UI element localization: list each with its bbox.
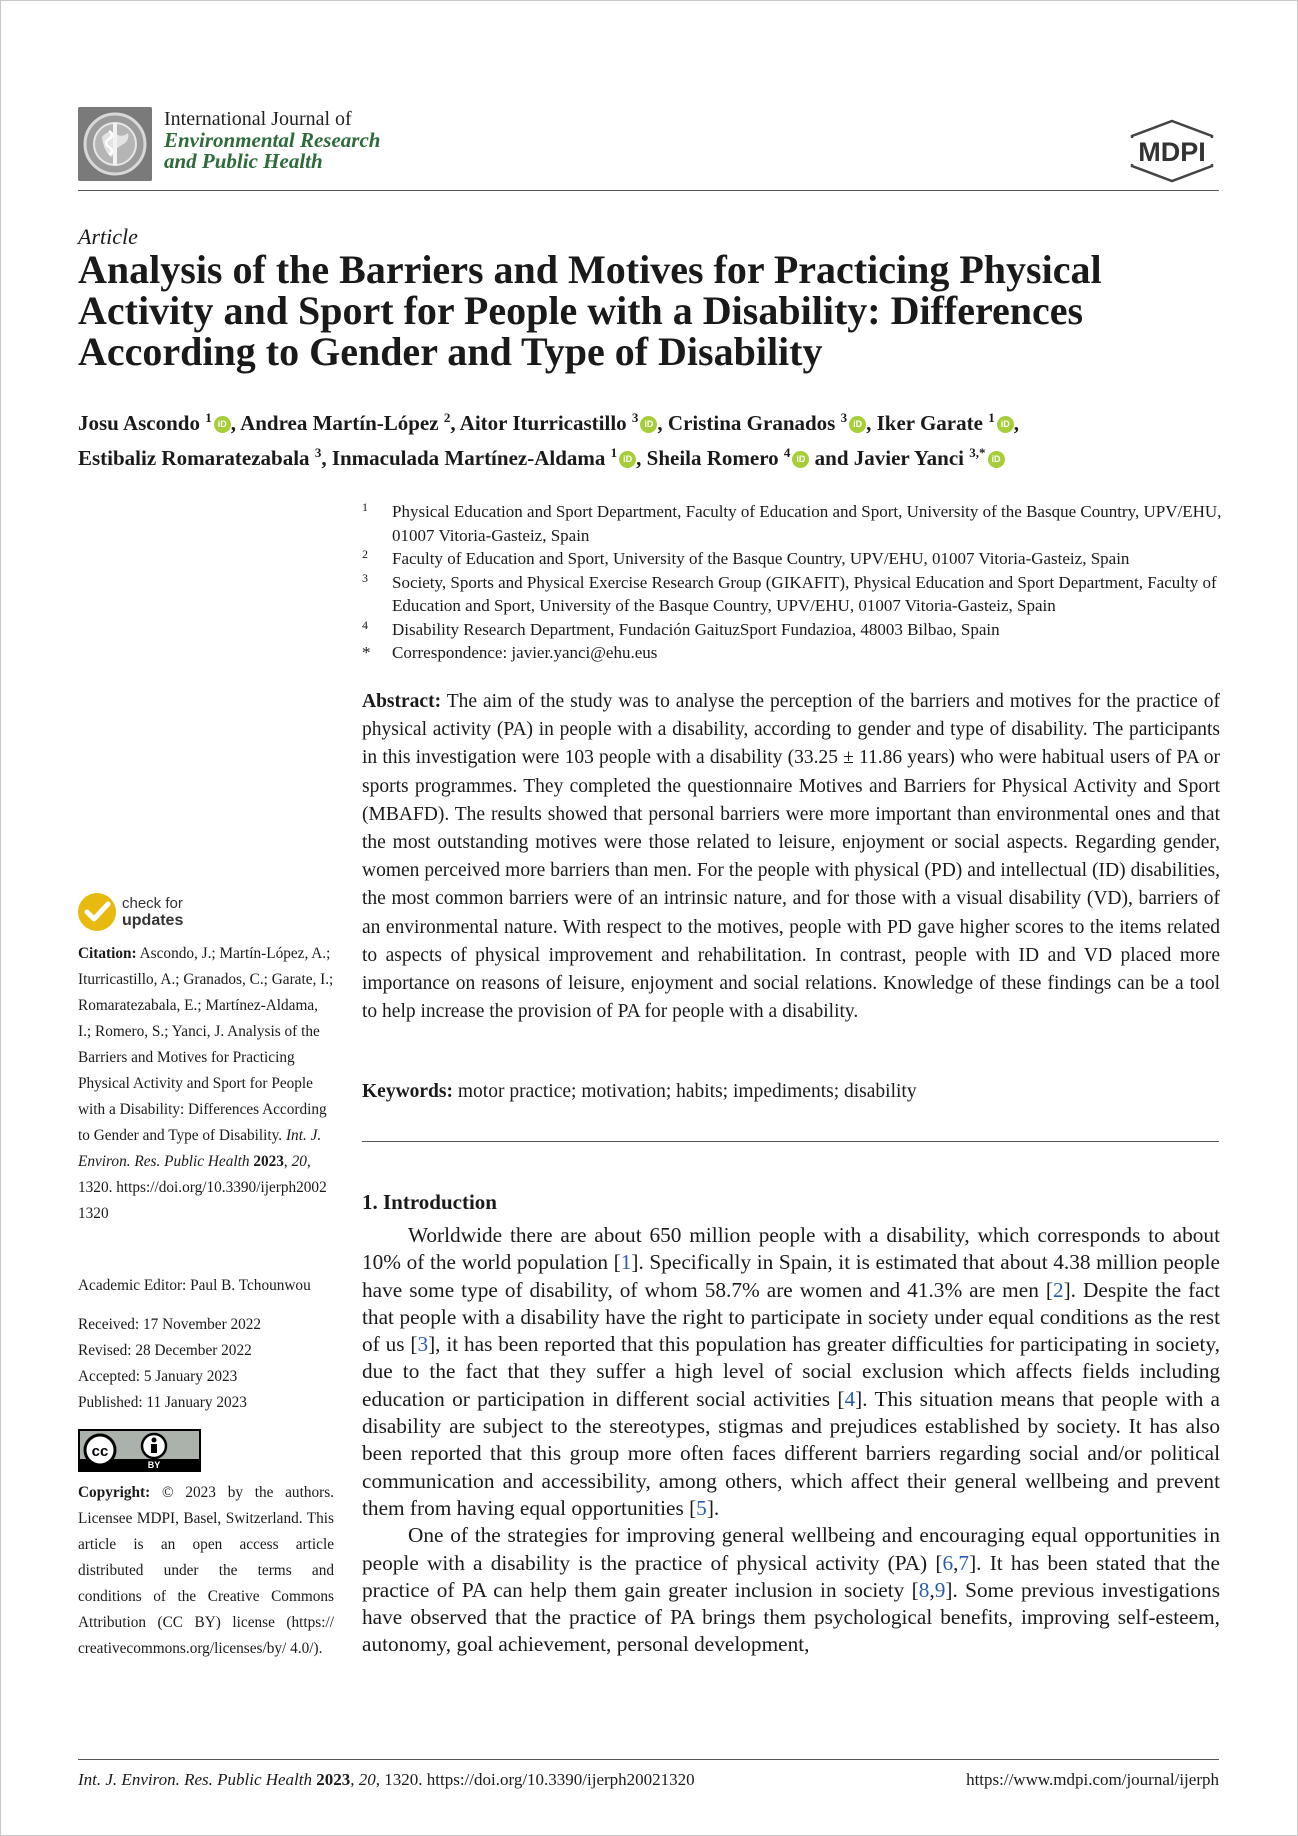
author-separator: , — [450, 411, 460, 435]
affiliation-item — [362, 618, 1222, 642]
footer-divider — [78, 1759, 1219, 1760]
intro-paragraph-1 — [362, 1222, 1220, 1522]
affiliation-text: Society, Sports and Physical Exercise Research Group (GIKAFIT), Physical Education and Sport Department, Faculty of Education and Sport, University of the Basque Country, UPV/EHU, 01007 Vitoria-Gasteiz, Spain — [392, 572, 1217, 615]
footer-year: 2023 — [316, 1770, 351, 1789]
author-separator: , — [230, 411, 241, 435]
correspondence-text: Correspondence: javier.yanci@ehu.eus — [392, 643, 658, 662]
keywords-divider — [362, 1141, 1219, 1142]
intro-text: ]. Despite the fact that people with a disability have the right to participate in society under equal conditions as the rest of us [ — [362, 1277, 1220, 1357]
affiliation-number: 4 — [362, 617, 368, 632]
author-separator: , — [321, 446, 332, 470]
header-divider — [78, 190, 1219, 191]
citation-label: Citation: — [78, 945, 137, 962]
author-list — [78, 403, 1228, 473]
reference-link[interactable]: 8 — [918, 1577, 930, 1602]
check-for-label: check for — [122, 895, 183, 912]
author-separator: , — [657, 411, 668, 435]
author-affiliation-number: 1 — [205, 410, 212, 425]
reference-link[interactable]: 2 — [1052, 1277, 1064, 1302]
cc-by-license-badge[interactable] — [78, 1429, 201, 1472]
mdpi-logo-icon — [1124, 118, 1220, 184]
date-published: Published: 11 January 2023 — [78, 1394, 247, 1411]
reference-link[interactable]: 1 — [620, 1250, 632, 1275]
intro-text: ]. Specifically in Spain, it is estimated that about 4.38 million people have some type of disability, of whom 58.7% are women and 41.3% are men [ — [362, 1250, 1221, 1302]
orcid-icon[interactable]: iD — [619, 451, 636, 468]
author-affiliation-number: 1 — [988, 410, 995, 425]
intro-text: ], it has been reported that this population has greater difficulties for participating in society, due to the fact that they suffer a high level of social exclusion which affects fields including education or participation in different social activities [ — [362, 1332, 1220, 1411]
date-revised: Revised: 28 December 2022 — [78, 1342, 252, 1359]
check-for-updates-icon — [78, 893, 116, 931]
updates-label: updates — [122, 912, 184, 929]
reference-link[interactable]: 5 — [696, 1495, 707, 1520]
journal-name-line1: International Journal of — [164, 108, 352, 130]
journal-logo-icon — [78, 107, 152, 181]
journal-name — [164, 108, 380, 172]
intro-text: ]. This situation means that people with a disability are subject to the stereotypes, stigmas and prejudices established by society. It has also been reported that this group more often faces different barriers regarding social and/or political communication and accessibility, among others, which affect their general wellbeing and prevent them from having equal opportunities [ — [362, 1386, 1220, 1520]
author-separator: , — [636, 446, 647, 470]
reference-link[interactable]: 4 — [844, 1386, 856, 1411]
journal-name-line3: and Public Health — [164, 149, 323, 173]
author-affiliation-number: 1 — [610, 445, 618, 460]
footer-citation: Int. J. Environ. Res. Public Health 2023, 20, 1320. https://doi.org/10.3390/ijerph20021320 — [78, 1770, 695, 1789]
cc-by-label: BY — [147, 1460, 161, 1470]
intro-text: ]. Some previous investigations have observed that the practice of PA brings them psychological benefits, improving self-esteem, autonomy, goal achievement, personal development, — [362, 1577, 1220, 1657]
author-name: Sheila Romero — [646, 446, 779, 470]
author-affiliation-number: 3 — [840, 410, 848, 425]
footer-journal-url[interactable]: https://www.mdpi.com/journal/ijerph — [966, 1770, 1219, 1789]
author-name: Cristina Granados — [667, 411, 836, 435]
abstract — [362, 688, 1220, 1026]
author-affiliation-number: 4 — [783, 445, 791, 460]
orcid-icon[interactable]: iD — [214, 416, 231, 433]
copyright — [78, 1480, 334, 1662]
correspondence — [362, 641, 1222, 665]
affiliations — [362, 500, 1222, 665]
affiliation-item — [362, 571, 1222, 618]
orcid-icon[interactable]: iD — [640, 416, 657, 433]
date-received: Received: 17 November 2022 — [78, 1316, 262, 1333]
author-affiliation-number: 3,* — [969, 445, 986, 460]
section-heading-introduction: 1. Introduction — [362, 1190, 497, 1214]
article-type: Article — [78, 224, 138, 249]
author-name: Estibaliz Romaratezabala — [78, 446, 310, 470]
citation-doi-link[interactable]: https://doi.org/10.3390/ijerph20021320 — [78, 1179, 327, 1222]
author-name: Aitor Iturricastillo — [459, 411, 627, 435]
footer-journal: Int. J. Environ. Res. Public Health — [78, 1770, 313, 1789]
author-affiliation-number: 3 — [314, 445, 322, 460]
affiliation-number: 3 — [362, 570, 368, 585]
reference-link[interactable]: 3 — [417, 1332, 429, 1357]
abstract-label: Abstract: — [362, 691, 442, 712]
introduction-body — [362, 1222, 1220, 1659]
author-separator: , — [1013, 411, 1019, 435]
affiliation-number: 2 — [362, 547, 368, 561]
citation-pages: 1320. — [78, 1179, 113, 1196]
reference-link[interactable]: 6 — [942, 1550, 954, 1575]
citation-text: Ascondo, J.; Martín-López, A.; Iturricastillo, A.; Granados, C.; Garate, I.; Romaratezabala, E.; Martínez-Aldama, I.; Romero, S.; Yanci, J. Analysis of the Barriers and Motives for Practicing Physical Activity and Sport for People with a Disability: Differences According to Gender and Type of Disability. — [78, 945, 334, 1144]
check-for-updates-button[interactable] — [78, 893, 198, 937]
author-name: Josu Ascondo — [78, 411, 200, 435]
author-name: Andrea Martín-López — [240, 411, 439, 435]
date-accepted: Accepted: 5 January 2023 — [78, 1368, 238, 1385]
author-name: Javier Yanci — [853, 446, 965, 470]
abstract-text: The aim of the study was to analyse the perception of the barriers and motives for the practice of physical activity (PA) in people with a disability, according to gender and type of disability. The participants in this investigation were 103 people with a disability (33.25 ± 11.86 years) who were habitual users of PA or sports programmes. They completed the questionnaire Motives and Barriers for Physical Activity and Sport (MBAFD). The results showed that personal barriers were more important than environmental ones and that the most outstanding motives were those related to leisure, enjoyment or social aspects. Regarding gender, women perceived more barriers than men. For the people with physical (PD) and intellectual (ID) disabilities, the most common barriers were of an intrinsic nature, and for those with a visual disability (VD), barriers of an environmental nature. With respect to the motives, people with PD gave higher scores to the items related to aspects of physical improvement and rehabilitation. In contrast, people with ID and VD placed more importance on reasons of leisure, enjoyment and social relations. Knowledge of these findings can be a tool to help increase the provision of PA for people with a disability. — [362, 691, 1221, 1023]
svg-text:cc: cc — [91, 1443, 109, 1460]
orcid-icon[interactable]: iD — [792, 451, 809, 468]
citation-journal: Int. J. Environ. Res. Public Health — [78, 1127, 322, 1170]
citation-volume: 20 — [291, 1153, 307, 1170]
intro-text: One of the strategies for improving general wellbeing and encouraging equal opportunities in people with a disability is the practice of physical activity (PA) [ — [362, 1523, 1220, 1575]
author-separator: , — [866, 411, 877, 435]
keywords-label: Keywords: — [362, 1081, 453, 1102]
author-affiliation-number: 2 — [443, 410, 451, 425]
author-name: Inmaculada Martínez-Aldama — [331, 446, 606, 470]
copyright-text: © 2023 by the authors. Licensee MDPI, Basel, Switzerland. This article is an open access article distributed under the terms and conditions of the Creative Commons Attribution (CC BY) license (https:// creativecommons.org/licenses/by/ 4.0/). — [78, 1484, 335, 1657]
intro-text: ]. — [706, 1495, 720, 1520]
affiliation-item — [362, 500, 1222, 547]
journal-name-line2: Environmental Research — [164, 128, 381, 152]
orcid-icon[interactable]: iD — [849, 416, 866, 433]
reference-link[interactable]: 7 — [958, 1550, 970, 1575]
author-separator: and — [809, 446, 854, 470]
academic-editor: Academic Editor: Paul B. Tchounwou — [78, 1277, 311, 1294]
keywords — [362, 1081, 1220, 1103]
footer-doi[interactable]: , 1320. https://doi.org/10.3390/ijerph20021320 — [375, 1770, 695, 1789]
citation-year: 2023 — [253, 1153, 284, 1170]
intro-paragraph-2 — [362, 1522, 1220, 1658]
orcid-icon[interactable]: iD — [997, 416, 1014, 433]
author-name: Iker Garate — [876, 411, 983, 435]
orcid-icon[interactable]: iD — [988, 451, 1005, 468]
article-title: Analysis of the Barriers and Motives for Practicing Physical Activity and Sport for People with a Disability: Differences According to Gender and Type of Disability — [78, 247, 1102, 374]
affiliation-text: Disability Research Department, Fundación GaituzSport Fundazioa, 48003 Bilbao, Spain — [392, 619, 1000, 639]
intro-text: , — [929, 1577, 935, 1602]
correspondence-mark: * — [362, 643, 371, 662]
keywords-text: motor practice; motivation; habits; impediments; disability — [457, 1081, 917, 1102]
citation: Citation: Ascondo, J.; Martín-López, A.; Iturricastillo, A.; Granados, C.; Garate, I.; Romaratezabala, E.; Martínez-Aldama, I.; Romero, S.; Yanci, J. Analysis of the Barriers and Motives for Practicing Physical Activity and Sport for People with a Disability: Differences According to Gender and Type of Disability. Int. J. Environ. Res. Public Health 2023, 20, 1320. https://doi.org/10.3390/ijerph20021320 — [78, 945, 334, 1222]
reference-link[interactable]: 9 — [934, 1577, 946, 1602]
footer-volume: 20 — [358, 1770, 376, 1789]
copyright-label: Copyright: — [78, 1484, 151, 1501]
affiliation-item — [362, 547, 1222, 571]
affiliation-text: Physical Education and Sport Department, Faculty of Education and Sport, University of the Basque Country, UPV/EHU, 01007 Vitoria-Gasteiz, Spain — [392, 502, 1222, 545]
mdpi-logo-text: MDPI — [1138, 137, 1206, 167]
intro-text: Worldwide there are about 650 million people with a disability, which corresponds to about 10% of the world population [ — [362, 1223, 1220, 1275]
affiliation-number: 1 — [362, 500, 368, 514]
intro-text: , — [953, 1550, 959, 1575]
author-affiliation-number: 3 — [631, 410, 639, 425]
intro-text: ]. It has been stated that the practice of PA can help them gain greater inclusion in society [ — [362, 1550, 1221, 1602]
affiliation-text: Faculty of Education and Sport, University of the Basque Country, UPV/EHU, 01007 Vitoria-Gasteiz, Spain — [392, 549, 1130, 568]
